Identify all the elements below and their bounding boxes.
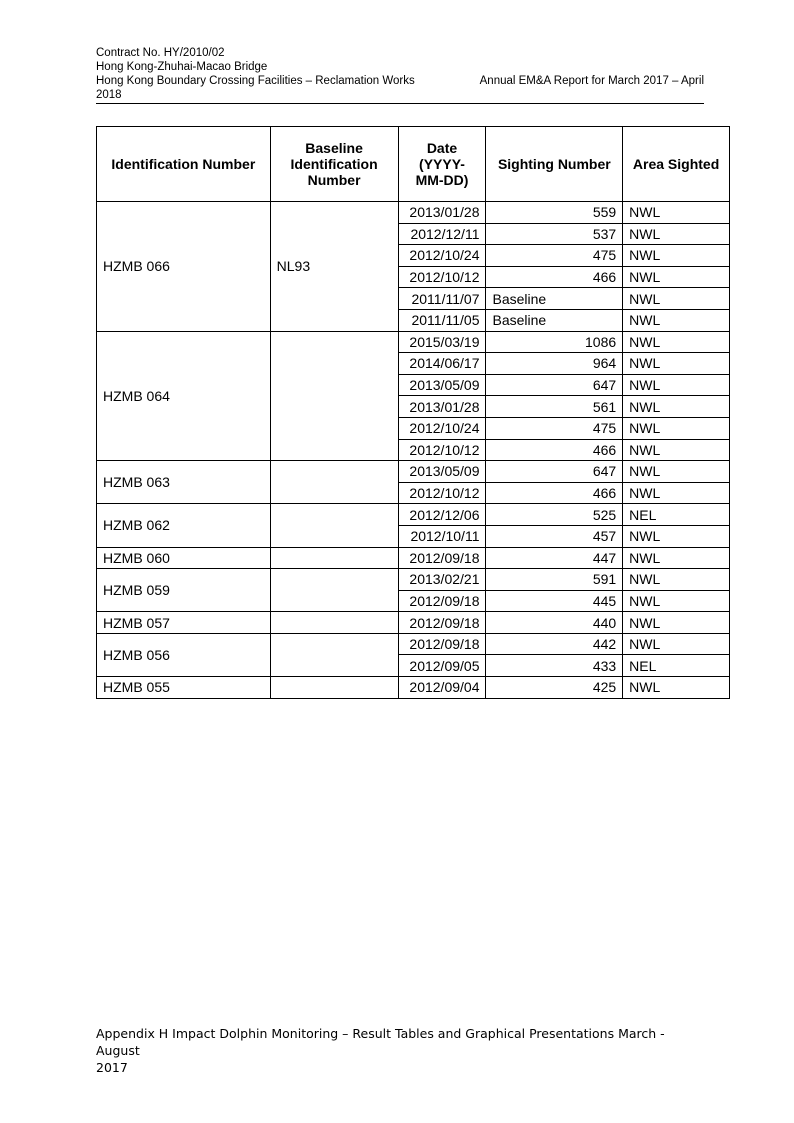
sighting-number-cell: 440 — [486, 612, 623, 634]
sighting-number-cell: 647 — [486, 374, 623, 396]
date-cell: 2011/11/07 — [398, 288, 486, 310]
date-cell: 2012/09/18 — [398, 590, 486, 612]
sighting-number-cell: 445 — [486, 590, 623, 612]
date-cell: 2012/10/12 — [398, 266, 486, 288]
area-sighted-cell: NWL — [623, 288, 730, 310]
date-cell: 2012/10/12 — [398, 439, 486, 461]
area-sighted-cell: NWL — [623, 677, 730, 699]
table-row — [97, 677, 730, 699]
area-sighted-cell: NWL — [623, 569, 730, 591]
area-sighted-cell: NWL — [623, 417, 730, 439]
table-row — [97, 612, 730, 634]
baseline-id-cell — [270, 331, 398, 461]
date-cell: 2012/10/12 — [398, 482, 486, 504]
identification-cell: HZMB 064 — [97, 331, 271, 461]
col-header-identification: Identification Number — [97, 127, 271, 202]
sighting-number-cell: 442 — [486, 633, 623, 655]
area-sighted-cell: NWL — [623, 374, 730, 396]
date-cell: 2014/06/17 — [398, 353, 486, 375]
works-title: Hong Kong Boundary Crossing Facilities – Reclamation Works — [96, 75, 415, 87]
col-header-area: Area Sighted — [623, 127, 730, 202]
sighting-number-cell: 647 — [486, 461, 623, 483]
appendix-title: Appendix H Impact Dolphin Monitoring – Result Tables and Graphical Presentations March - August — [96, 1026, 665, 1058]
area-sighted-cell: NWL — [623, 353, 730, 375]
sighting-number-cell: 425 — [486, 677, 623, 699]
area-sighted-cell: NWL — [623, 245, 730, 267]
table-row — [97, 569, 730, 591]
sighting-number-cell: 537 — [486, 223, 623, 245]
date-cell: 2012/10/24 — [398, 417, 486, 439]
sighting-number-cell: 447 — [486, 547, 623, 569]
date-cell: 2012/09/18 — [398, 547, 486, 569]
table-row — [97, 547, 730, 569]
col-header-date: Date (YYYY- MM-DD) — [398, 127, 486, 202]
area-sighted-cell: NWL — [623, 396, 730, 418]
area-sighted-cell: NWL — [623, 525, 730, 547]
area-sighted-cell: NWL — [623, 461, 730, 483]
baseline-id-cell — [270, 569, 398, 612]
date-cell: 2012/12/11 — [398, 223, 486, 245]
area-sighted-cell: NWL — [623, 331, 730, 353]
date-cell: 2012/09/04 — [398, 677, 486, 699]
date-cell: 2013/05/09 — [398, 374, 486, 396]
identification-cell: HZMB 066 — [97, 202, 271, 332]
sighting-number-cell: 466 — [486, 439, 623, 461]
sighting-number-cell: 475 — [486, 245, 623, 267]
table-row — [97, 461, 730, 483]
identification-cell: HZMB 059 — [97, 569, 271, 612]
table-body — [97, 202, 730, 699]
date-cell: 2013/01/28 — [398, 202, 486, 224]
page-header — [96, 46, 704, 102]
identification-cell: HZMB 057 — [97, 612, 271, 634]
sightings-table — [96, 126, 730, 699]
sighting-number-cell: 466 — [486, 266, 623, 288]
area-sighted-cell: NEL — [623, 655, 730, 677]
area-sighted-cell: NWL — [623, 202, 730, 224]
header-divider — [96, 103, 704, 104]
header-title-row — [96, 74, 704, 88]
baseline-id-cell — [270, 612, 398, 634]
col-header-baseline: Baseline Identification Number — [270, 127, 398, 202]
area-sighted-cell: NWL — [623, 590, 730, 612]
table-header-row — [97, 127, 730, 202]
date-cell: 2012/10/24 — [398, 245, 486, 267]
page-footer — [96, 1025, 706, 1076]
table-row — [97, 331, 730, 353]
sighting-number-cell: 559 — [486, 202, 623, 224]
baseline-id-cell — [270, 677, 398, 699]
baseline-id-cell — [270, 461, 398, 504]
sighting-number-cell: 561 — [486, 396, 623, 418]
identification-cell: HZMB 062 — [97, 504, 271, 547]
baseline-id-cell — [270, 633, 398, 676]
sighting-number-cell: 433 — [486, 655, 623, 677]
date-cell: 2012/10/11 — [398, 525, 486, 547]
project-name: Hong Kong-Zhuhai-Macao Bridge — [96, 61, 268, 73]
sighting-number-cell: 475 — [486, 417, 623, 439]
sighting-number-cell: Baseline — [486, 309, 623, 331]
date-cell: 2012/12/06 — [398, 504, 486, 526]
area-sighted-cell: NWL — [623, 612, 730, 634]
sighting-number-cell: 591 — [486, 569, 623, 591]
sighting-number-cell: 525 — [486, 504, 623, 526]
table-row — [97, 633, 730, 655]
sighting-number-cell: Baseline — [486, 288, 623, 310]
area-sighted-cell: NWL — [623, 633, 730, 655]
contract-number: Contract No. HY/2010/02 — [96, 47, 225, 59]
date-cell: 2015/03/19 — [398, 331, 486, 353]
area-sighted-cell: NWL — [623, 547, 730, 569]
date-cell: 2012/09/05 — [398, 655, 486, 677]
baseline-id-cell: NL93 — [270, 202, 398, 332]
date-cell: 2013/02/21 — [398, 569, 486, 591]
area-sighted-cell: NWL — [623, 266, 730, 288]
date-cell: 2013/05/09 — [398, 461, 486, 483]
area-sighted-cell: NWL — [623, 309, 730, 331]
date-cell: 2011/11/05 — [398, 309, 486, 331]
area-sighted-cell: NEL — [623, 504, 730, 526]
identification-cell: HZMB 056 — [97, 633, 271, 676]
date-cell: 2012/09/18 — [398, 633, 486, 655]
report-year: 2018 — [96, 89, 122, 101]
baseline-id-cell — [270, 547, 398, 569]
report-title: Annual EM&A Report for March 2017 – April — [479, 75, 704, 87]
table-row — [97, 504, 730, 526]
sighting-number-cell: 457 — [486, 525, 623, 547]
area-sighted-cell: NWL — [623, 482, 730, 504]
footer-year: 2017 — [96, 1060, 128, 1075]
date-cell: 2013/01/28 — [398, 396, 486, 418]
table-row — [97, 202, 730, 224]
date-cell: 2012/09/18 — [398, 612, 486, 634]
baseline-id-cell — [270, 504, 398, 547]
identification-cell: HZMB 063 — [97, 461, 271, 504]
area-sighted-cell: NWL — [623, 439, 730, 461]
sighting-number-cell: 1086 — [486, 331, 623, 353]
sighting-number-cell: 466 — [486, 482, 623, 504]
col-header-sighting: Sighting Number — [486, 127, 623, 202]
area-sighted-cell: NWL — [623, 223, 730, 245]
sighting-number-cell: 964 — [486, 353, 623, 375]
identification-cell: HZMB 060 — [97, 547, 271, 569]
identification-cell: HZMB 055 — [97, 677, 271, 699]
